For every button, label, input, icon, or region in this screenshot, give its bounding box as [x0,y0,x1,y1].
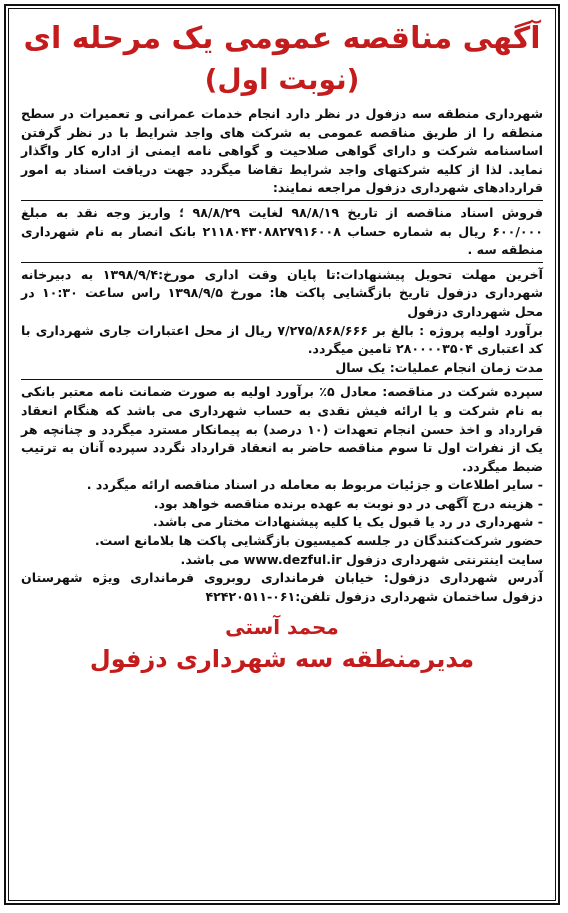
divider [21,262,543,263]
other-info-paragraph: - سایر اطلاعات و جزئیات مربوط به معامله در اسناد مناقصه ارائه میگردد . [86,477,543,493]
website-link[interactable]: www.dezful.ir [243,551,342,567]
website-prefix: سایت اینترنتی شهرداری دزفول [346,551,543,567]
notice-body [21,105,543,606]
attendance-paragraph: حضور شرکت‌کنندگان در جلسه کمیسیون بازگشایی پاکت ها بلامانع است. [94,533,543,549]
signer-name: محمد آستی [225,615,339,640]
divider [21,200,543,201]
notice-box [8,8,556,901]
intro-paragraph: شهرداری منطقه سه دزفول در نظر دارد انجام خدمات عمرانی و تعمیرات در سطح منطقه را از طریق مناقصه عمومی به شرکت های واجد شرایط با در نظر گرفتن اساسنامه شرکت و دارای گواهی صلاحیت و گواهی نامه ایمنی از اداره کار واگذار نماید. لذا از کلیه شرکتهای واجد شرایط تقاضا میگردد جهت دریافت اسناد به امور قراردادهای شهرداری دزفول مراجعه نمایند: [21,106,543,196]
divider [21,379,543,380]
duration-paragraph: مدت زمان انجام عملیات: یک سال [335,359,543,375]
address-paragraph: آدرس شهرداری دزفول: خیابان فرمانداری روبروی فرمانداری ویژه شهرستان دزفول ساختمان شهرداری دزفول تلفن:۰۶۱-۴۲۴۲۰۵۱۱ [21,570,543,604]
estimate-paragraph: برآورد اولیه پروژه : بالغ بر ۷/۲۷۵/۸۶۸/۶۶۶ ریال از محل اعتبارات جاری شهرداری با کد اعتباری ۲۸۰۰۰۰۳۵۰۴ تامین میگردد. [21,322,543,357]
deposit-paragraph: سپرده شرکت در مناقصه: معادل ۵٪ برآورد اولیه به صورت ضمانت نامه معتبر بانکی به نام شرکت و یا ارائه فیش نقدی به حساب شهرداری می باشد که هنگام انعقاد قرارداد و اخذ حسن انجام تعهدات (۱۰ درصد) به پیمانکار مسترد میگردد و چنانچه هر یک از نفرات اول تا سوم مناقصه حاضر به انعقاد قرارداد نگردد سپرده آنان به ترتیب ضبط میگردد. [21,384,543,474]
signer-title: مدیرمنطقه سه شهرداری دزفول [89,645,475,674]
deadline-paragraph: آخرین مهلت تحویل پیشنهادات:تا پایان وقت اداری مورخ:۱۳۹۸/۹/۴ به دبیرخانه شهرداری دزفول تاریخ بازگشایی پاکت ها: مورخ ۱۳۹۸/۹/۵ راس ساعت ۱۰:۳۰ در محل شهرداری دزفول [21,266,543,319]
notice-title: آگهی مناقصه عمومی یک مرحله ای [23,21,541,56]
website-line [21,551,543,570]
notice-subtitle: (نوبت اول) [204,63,360,96]
ad-cost-paragraph: - هزینه درج آگهی در دو نوبت به عهده برنده مناقصه خواهد بود. [153,495,543,511]
rights-paragraph: - شهرداری در رد یا قبول یک یا کلیه پیشنهادات مختار می باشد. [152,514,543,530]
document-sale-paragraph: فروش اسناد مناقصه از تاریخ ۹۸/۸/۱۹ لغایت ۹۸/۸/۲۹ ؛ واریز وجه نقد به مبلغ ۶۰۰/۰۰۰ ریال به شماره حساب ۲۱۱۸۰۴۳۰۸۸۲۷۹۱۶۰۰۸ بانک انصار به نام شهرداری منطقه سه . [21,204,543,258]
website-suffix: می باشد. [180,551,240,567]
